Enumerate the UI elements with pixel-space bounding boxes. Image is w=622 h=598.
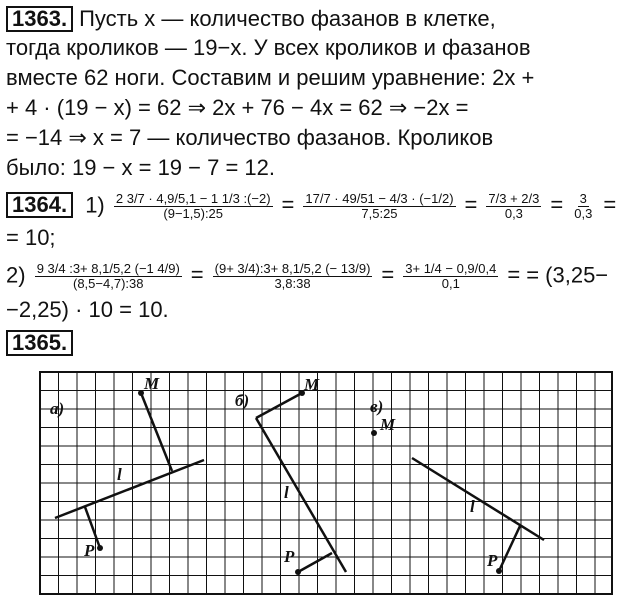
denominator: 0,3 — [504, 206, 523, 221]
numerator: 7/3 + 2/3 — [488, 191, 540, 206]
line-l-b — [256, 418, 346, 572]
segment-m-perp-b — [256, 393, 302, 418]
numerator: 9 3/4 :3+ 8,1/5,2 (−1 4/9) — [36, 261, 180, 276]
segment-m-perp-a — [141, 393, 172, 471]
denominator: 3,8:38 — [274, 276, 311, 291]
line-l-c — [412, 458, 544, 540]
problem-1363-line6: было: 19 − x = 19 − 7 = 12. — [6, 155, 276, 180]
problem-number-1363: 1363. — [6, 6, 73, 32]
denominator: (8,5−4,7):38 — [73, 276, 144, 291]
label-p-c: P — [487, 551, 498, 570]
fraction — [303, 192, 455, 221]
numerator: (9+ 3/4):3+ 8,1/5,2 (− 13/9) — [214, 261, 371, 276]
fraction — [35, 262, 182, 291]
label-m-b: M — [304, 375, 320, 394]
label-l-b: l — [284, 483, 289, 502]
problem-1364-part1-end: = 10; — [6, 225, 56, 250]
text-line: Пусть x — количество фазанов в клетке, — [79, 6, 496, 31]
denominator: 0,3 — [574, 206, 593, 221]
grid-figure — [0, 360, 622, 598]
numerator: 17/7 · 49/51 − 4/3 · (−1/2) — [305, 191, 454, 206]
problem-1363-line5: = −14 ⇒ x = 7 — количество фазанов. Кроликов — [6, 125, 494, 150]
problem-1364-part2-end: −2,25) · 10 = 10. — [6, 297, 169, 322]
fraction — [403, 262, 498, 291]
numerator: 3+ 1/4 − 0,9/0,4 — [405, 261, 497, 276]
part-label: 2) — [6, 262, 26, 288]
problem-1364-part2: 2) $\frac{9 3/4 :3+ 8,1/5,2 (-1 4/9)}{(8,5-4,7):38}$ = $\frac{(9+ 3/4):3+ 8,1/5,2 (- 13/9)}{3,8:38}$ = $\frac{3+ 1/4 - 0,9/0,4}{0,1}$ = = (3,25− — [6, 261, 609, 291]
label-p-b: P — [284, 547, 295, 566]
part-label: 1) — [85, 192, 105, 218]
problem-number-1364: 1364. — [6, 192, 73, 218]
label-l-c: l — [470, 497, 475, 516]
denominator: 0,1 — [441, 276, 460, 291]
fraction — [213, 262, 373, 291]
point-p-a — [97, 545, 103, 551]
label-m-a: M — [144, 374, 160, 393]
label-b: б) — [235, 391, 250, 410]
text-tail: = (3,25− — [526, 262, 609, 288]
label-a: а) — [50, 399, 65, 418]
problem-1365-header — [6, 330, 79, 356]
figure-c — [412, 458, 544, 571]
denominator: 7,5:25 — [361, 206, 398, 221]
fraction — [572, 192, 594, 221]
problem-1363-line2: тогда кроликов — 19−x. У всех кроликов и фазанов — [6, 35, 531, 60]
numerator: 3 — [579, 191, 587, 206]
numerator: 2 3/7 · 4,9/5,1 − 1 1/3 :(−2) — [115, 191, 271, 206]
label-p-a: P — [84, 541, 95, 560]
fraction — [114, 192, 273, 221]
grid-lines — [40, 372, 612, 594]
label-c: в) — [370, 397, 384, 416]
label-m-c: M — [380, 415, 396, 434]
problem-1363-line3: вместе 62 ноги. Составим и решим уравнение: 2x + — [6, 65, 535, 90]
label-l-a: l — [117, 465, 122, 484]
segment-p-perp-b — [298, 553, 332, 572]
point-m-c — [371, 430, 377, 436]
problem-1363-line4: + 4 · (19 − x) = 62 ⇒ 2x + 76 − 4x = 62 ⇒ −2x = — [6, 95, 469, 120]
denominator: (9−1,5):25 — [163, 206, 224, 221]
problem-number-1365: 1365. — [6, 330, 73, 356]
point-p-b — [295, 569, 301, 575]
problem-1364-part1: 1364. 1) $\frac{2 3/7 \cdot 4,9/5,1 - 1 1/3 :(-2)}{(9-1,5):25}$ = $\frac{17/7 \cdot 49/51 - 4/3 \cdot (-1/2)}{7,5:25}$ = $\frac{7/3 + 2/3}{0,3}$ = $\frac{3}{0,3}$ = — [6, 192, 622, 221]
fraction — [486, 192, 541, 221]
problem-1363-line1 — [6, 6, 496, 32]
